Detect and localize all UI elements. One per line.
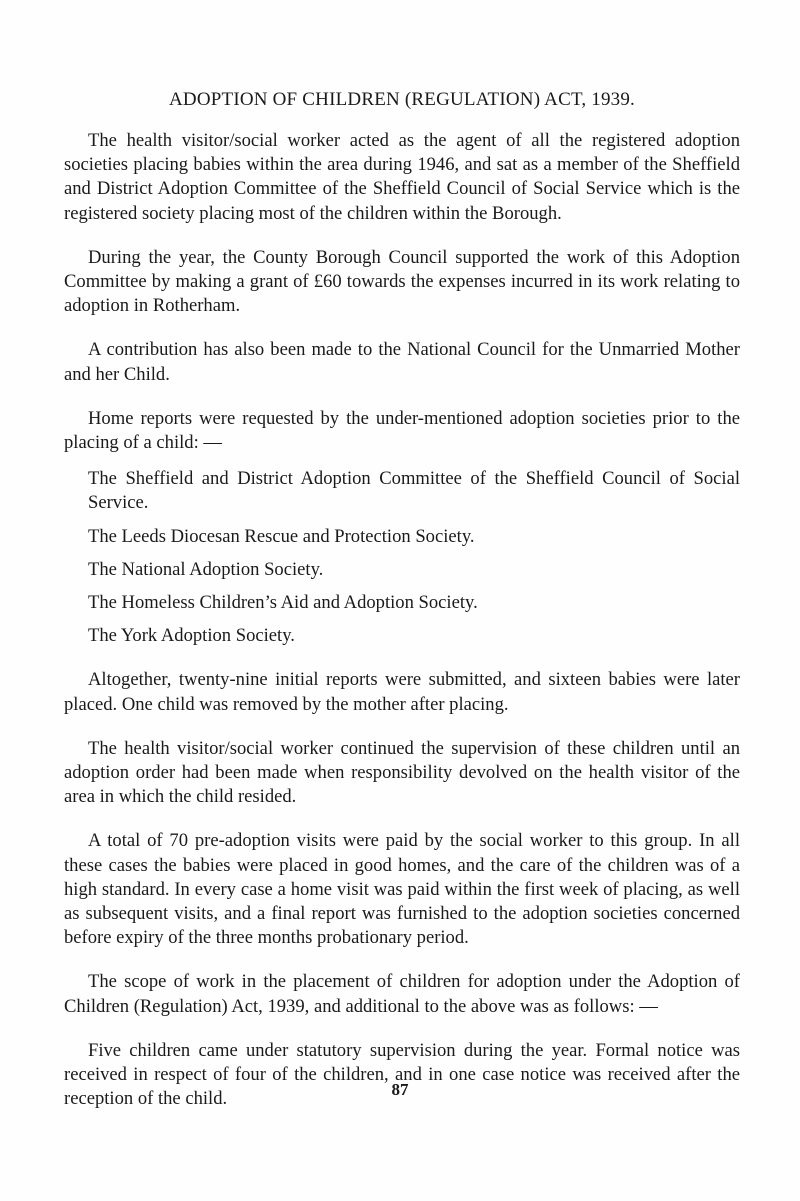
paragraph: Five children came under statutory supervision during the year. Formal notice was received in respect of four of the children, and in one case notice was received after the reception of the child.: [64, 1039, 740, 1110]
paragraph: Home reports were requested by the under-mentioned adoption societies prior to the placing of a child: —: [64, 407, 740, 454]
page-title: ADOPTION OF CHILDREN (REGULATION) ACT, 1939.: [168, 89, 635, 110]
list-item: The Leeds Diocesan Rescue and Protection Society.: [88, 525, 475, 547]
paragraph: The health visitor/social worker continued the supervision of these children until an adoption order had been made when responsibility devolved on the health visitor of the area in which the child resided.: [64, 737, 740, 808]
paragraph: Altogether, twenty-nine initial reports were submitted, and sixteen babies were later placed. One child was removed by the mother after placing.: [64, 669, 740, 715]
paragraph: A total of 70 pre-adoption visits were paid by the social worker to this group. In all these cases the babies were placed in good homes, and the care of the children was of a high standard. In every case a home visit was paid within the first week of placing, as well as subsequent visits, and a final report was furnished to the adoption societies concerned before expiry of the three months probationary period.: [64, 830, 740, 949]
society-list: [88, 467, 740, 648]
paragraph: A contribution has also been made to the National Council for the Unmarried Mother and her Child.: [64, 339, 740, 385]
list-item: The National Adoption Society.: [88, 558, 324, 580]
list-item: The Homeless Children’s Aid and Adoption Society.: [88, 592, 478, 614]
paragraph: The health visitor/social worker acted as the agent of all the registered adoption societies placing babies within the area during 1946, and sat as a member of the Sheffield and District Adoption Committee of the Sheffield Council of Social Service which is the registered society placing most of the children within the Borough.: [64, 130, 740, 224]
page-number: 87: [391, 1080, 409, 1099]
paragraph: During the year, the County Borough Council supported the work of this Adoption Committee by making a grant of £60 towards the expenses incurred in its work relating to adoption in Rotherham.: [64, 246, 740, 317]
list-item: The Sheffield and District Adoption Committee of the Sheffield Council of Social Service.: [88, 468, 740, 514]
paragraph: The scope of work in the placement of children for adoption under the Adoption of Children (Regulation) Act, 1939, and additional to the above was as follows: —: [64, 971, 740, 1017]
document-page: [64, 88, 740, 1132]
list-item: The York Adoption Society.: [88, 625, 295, 647]
